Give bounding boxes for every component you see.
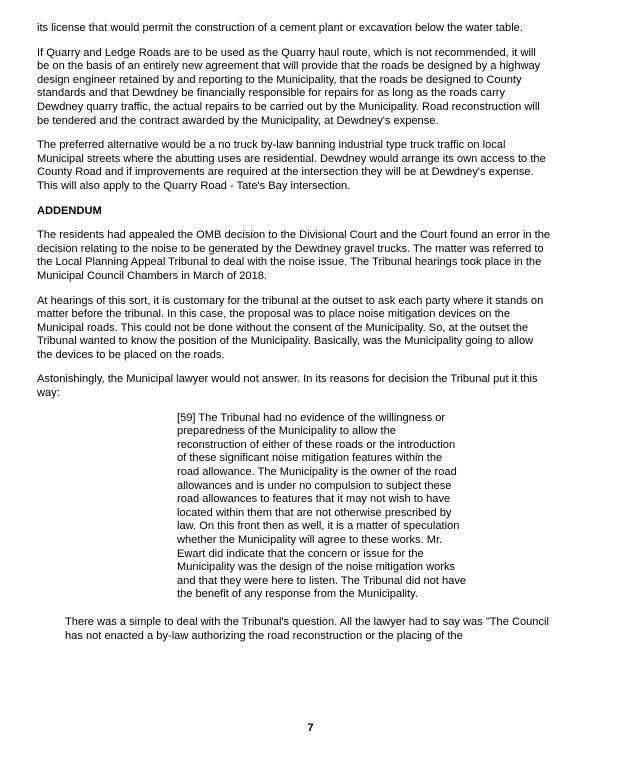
paragraph-appeal: The residents had appealed the OMB decision to the Divisional Court and the Court found an error in the decision relating to the noise to be generated by the Dewdney gravel trucks. The matter was referred to the Local Planning Appeal Tribunal to deal with the noise issue. The Tribunal hearings took place in the Municipal Council Chambers in March of 2018.: [37, 229, 551, 282]
paragraph-hearings: At hearings of this sort, it is customary for the tribunal at the outset to ask each party where it stands on matter before the tribunal. In this case, the proposal was to place noise mitigation devices on the Municipal roads. This could not be done without the consent of the Municipality. So, at the outset the Tribunal wanted to know the position of the Municipality. Basically, was the Municipality going to allow the devices to be placed on the roads.: [37, 294, 544, 361]
paragraph-preferred-alternative: The preferred alternative would be a no truck by-law banning industrial type truck traffic on local Municipal streets where the abutting uses are residential. Dewdney would arrange its own access to the County Road and if improvements are required at the intersection they will be at Dewdney's expense. This will also apply to the Quarry Road - Tate's Bay intersection.: [37, 139, 546, 192]
paragraph-haul-route: If Quarry and Ledge Roads are to be used as the Quarry haul route, which is not recommended, it will be on the basis of an entirely new agreement that will provide that the roads be designed by a highway design engineer retained by and reporting to the Municipality, that the roads be designed to County standards and that Dewdney be financially responsible for repairs for as long as the roads carry Dewdney quarry traffic, the actual repairs to be carried out by the Municipality. Road reconstruction will be tendered and the contract awarded by the Municipality, at Dewdney's expense.: [37, 46, 541, 127]
tribunal-quote: [59] The Tribunal had no evidence of the willingness or preparedness of the Municipality to allow the reconstruction of either of these roads or the introduction of these significant noise mitigation features within the road allowance. The Municipality is the owner of the road allowances and is under no compulsion to subject these road allowances to features that it may not wish to have located within them that are not otherwise prescribed by law. On this front then as well, it is a matter of speculation whether the Municipality will agree to these works. Mr. Ewart did indicate that the concern or issue for the Municipality was the design of the noise mitigation works and that they were here to listen. The Tribunal did not have the benefit of any response from the Municipality.: [177, 411, 467, 601]
paragraph-closing: There was a simple to deal with the Tribunal's question. All the lawyer had to say was "The Council has not enacted a by-law authorizing the road reconstruction or the placing of the: [65, 615, 549, 642]
addendum-heading: ADDENDUM: [37, 204, 102, 217]
paragraph-license: its license that would permit the construction of a cement plant or excavation below the water table.: [37, 22, 523, 34]
page-number: 7: [307, 722, 314, 734]
paragraph-astonishingly: Astonishingly, the Municipal lawyer would not answer. In its reasons for decision the Tribunal put it this way:: [37, 373, 538, 400]
